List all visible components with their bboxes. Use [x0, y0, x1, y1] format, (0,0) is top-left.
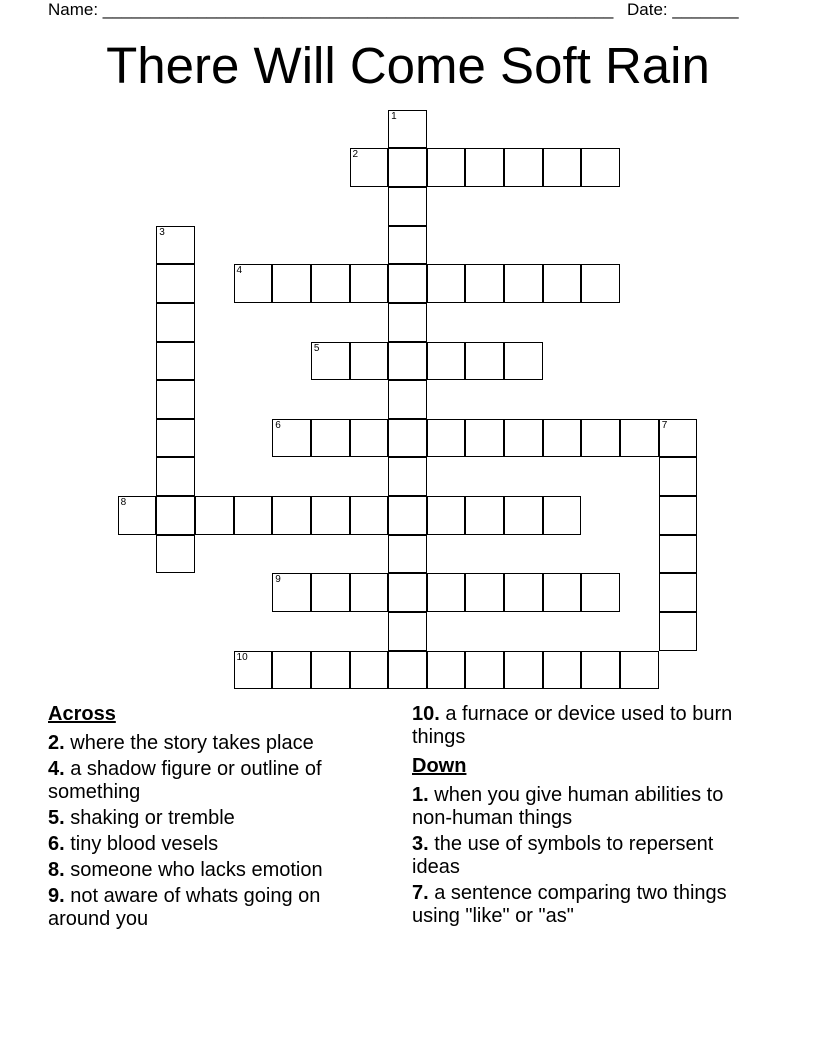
- crossword-cell[interactable]: [311, 496, 350, 535]
- crossword-cell[interactable]: [234, 264, 273, 303]
- crossword-cell[interactable]: [350, 496, 389, 535]
- cell-number: 8: [120, 497, 127, 509]
- page-title: There Will Come Soft Rain: [106, 37, 710, 94]
- crossword-cell[interactable]: [156, 380, 195, 419]
- clue-number: 6.: [48, 833, 65, 855]
- crossword-cell[interactable]: [504, 573, 543, 612]
- crossword-cell[interactable]: [388, 419, 427, 458]
- crossword-cell[interactable]: [581, 419, 620, 458]
- crossword-cell[interactable]: [465, 148, 504, 187]
- crossword-cell[interactable]: [388, 187, 427, 226]
- clue-number: 3.: [412, 833, 429, 855]
- crossword-cell[interactable]: [350, 148, 389, 187]
- clue-text: a furnace or device used to burn things: [412, 703, 733, 748]
- crossword-cell[interactable]: [234, 496, 273, 535]
- clue-text: the use of symbols to repersent ideas: [412, 833, 714, 878]
- crossword-cell[interactable]: [504, 264, 543, 303]
- crossword-cell[interactable]: [543, 573, 582, 612]
- cell-number: 7: [661, 419, 668, 431]
- date-field[interactable]: Date: _______: [627, 0, 739, 19]
- clue-across-9: [48, 885, 388, 931]
- clue-number: 2.: [48, 732, 65, 754]
- clue-down-3: [412, 833, 762, 879]
- crossword-cell[interactable]: [156, 496, 195, 535]
- cell-number: 3: [159, 226, 165, 238]
- crossword-cell[interactable]: [620, 651, 659, 690]
- crossword-cell[interactable]: [388, 651, 427, 690]
- clue-number: 10.: [412, 703, 440, 725]
- crossword-cell[interactable]: [311, 264, 350, 303]
- clue-text: a shadow figure or outline of something: [48, 758, 322, 803]
- cell-number: 9: [275, 574, 281, 586]
- crossword-cell[interactable]: [156, 303, 195, 342]
- crossword-cell[interactable]: [156, 457, 195, 496]
- crossword-cell[interactable]: [504, 342, 543, 381]
- clue-down-1: [412, 784, 762, 830]
- crossword-cell[interactable]: [195, 496, 234, 535]
- clue-number: 7.: [412, 882, 429, 904]
- crossword-cell[interactable]: [659, 612, 698, 651]
- crossword-cell[interactable]: [388, 496, 427, 535]
- crossword-cell[interactable]: [427, 651, 466, 690]
- clue-down-7: [412, 882, 762, 928]
- crossword-cell[interactable]: [156, 342, 195, 381]
- crossword-cell[interactable]: [504, 651, 543, 690]
- cell-number: 2: [352, 149, 359, 161]
- crossword-cell[interactable]: [350, 419, 389, 458]
- clue-text: where the story takes place: [70, 732, 314, 754]
- crossword-cell[interactable]: [504, 496, 543, 535]
- crossword-cell[interactable]: [543, 148, 582, 187]
- crossword-cell[interactable]: [388, 380, 427, 419]
- crossword-cell[interactable]: [388, 535, 427, 574]
- crossword-cell[interactable]: [118, 496, 157, 535]
- clue-text: when you give human abilities to non-human things: [412, 784, 724, 829]
- crossword-cell[interactable]: [659, 457, 698, 496]
- crossword-cell[interactable]: [388, 457, 427, 496]
- clue-across-4: [48, 758, 388, 804]
- clue-number: 4.: [48, 758, 65, 780]
- crossword-cell[interactable]: [659, 419, 698, 458]
- crossword-cell[interactable]: [581, 573, 620, 612]
- crossword-cell[interactable]: [504, 148, 543, 187]
- crossword-cell[interactable]: [620, 419, 659, 458]
- crossword-cell[interactable]: [388, 303, 427, 342]
- down-heading: Down: [412, 755, 467, 777]
- crossword-cell[interactable]: [465, 573, 504, 612]
- crossword-cell[interactable]: [659, 496, 698, 535]
- clue-text: shaking or tremble: [70, 807, 235, 829]
- crossword-cell[interactable]: [659, 573, 698, 612]
- crossword-cell[interactable]: [350, 264, 389, 303]
- crossword-cell[interactable]: [465, 496, 504, 535]
- crossword-cell[interactable]: [427, 342, 466, 381]
- crossword-cell[interactable]: [311, 573, 350, 612]
- crossword-cell[interactable]: [581, 148, 620, 187]
- crossword-cell[interactable]: [234, 651, 273, 690]
- crossword-cell[interactable]: [156, 535, 195, 574]
- crossword-cell[interactable]: [388, 342, 427, 381]
- crossword-cell[interactable]: [543, 264, 582, 303]
- cell-number: 6: [275, 419, 281, 431]
- crossword-cell[interactable]: [543, 419, 582, 458]
- crossword-cell[interactable]: [543, 651, 582, 690]
- crossword-cell[interactable]: [350, 573, 389, 612]
- name-field[interactable]: Name: ______________________________________________________: [48, 0, 614, 19]
- crossword-cell[interactable]: [427, 573, 466, 612]
- clue-number: 8.: [48, 859, 65, 881]
- clue-across-2: [48, 732, 388, 755]
- crossword-cell[interactable]: [388, 148, 427, 187]
- crossword-cell[interactable]: [388, 612, 427, 651]
- crossword-cell[interactable]: [272, 651, 311, 690]
- crossword-cell[interactable]: [388, 264, 427, 303]
- crossword-cell[interactable]: [388, 226, 427, 265]
- crossword-cell[interactable]: [659, 535, 698, 574]
- clue-across-10: [412, 703, 762, 749]
- crossword-cell[interactable]: [272, 496, 311, 535]
- crossword-cell[interactable]: [272, 573, 311, 612]
- clue-text: tiny blood vesels: [70, 833, 219, 855]
- crossword-cell[interactable]: [581, 651, 620, 690]
- crossword-cell[interactable]: [427, 496, 466, 535]
- clue-text: someone who lacks emotion: [70, 859, 323, 881]
- clue-number: 9.: [48, 885, 65, 907]
- crossword-cell[interactable]: [465, 651, 504, 690]
- crossword-cell[interactable]: [350, 651, 389, 690]
- crossword-cell[interactable]: [465, 419, 504, 458]
- crossword-cell[interactable]: [388, 573, 427, 612]
- crossword-cell[interactable]: [465, 342, 504, 381]
- crossword-cell[interactable]: [427, 264, 466, 303]
- clue-number: 1.: [412, 784, 429, 806]
- crossword-cell[interactable]: [581, 264, 620, 303]
- crossword-cell[interactable]: [311, 651, 350, 690]
- crossword-cell[interactable]: [350, 342, 389, 381]
- crossword-cell[interactable]: [427, 148, 466, 187]
- crossword-cell[interactable]: [543, 496, 582, 535]
- clue-text: a sentence comparing two things using "like" or "as": [412, 882, 727, 927]
- cell-number: 1: [391, 110, 397, 122]
- crossword-cell[interactable]: [156, 419, 195, 458]
- across-heading: Across: [48, 703, 116, 725]
- crossword-cell[interactable]: [272, 419, 311, 458]
- clue-across-6: [48, 833, 388, 856]
- crossword-cell[interactable]: [272, 264, 311, 303]
- clue-number: 5.: [48, 807, 65, 829]
- crossword-cell[interactable]: [311, 342, 350, 381]
- cell-number: 10: [236, 651, 248, 663]
- clues-right-column: [412, 703, 762, 931]
- crossword-cell[interactable]: [388, 110, 427, 149]
- clue-text: not aware of whats going on around you: [48, 885, 321, 930]
- crossword-cell[interactable]: [465, 264, 504, 303]
- cell-number: 5: [313, 342, 320, 354]
- cell-number: 4: [236, 265, 243, 277]
- crossword-cell[interactable]: [156, 226, 195, 265]
- crossword-cell[interactable]: [427, 419, 466, 458]
- clue-across-8: [48, 859, 388, 882]
- crossword-cell[interactable]: [311, 419, 350, 458]
- crossword-cell[interactable]: [156, 264, 195, 303]
- clue-across-5: [48, 807, 388, 830]
- clues-left-column: [48, 703, 388, 934]
- crossword-cell[interactable]: [504, 419, 543, 458]
